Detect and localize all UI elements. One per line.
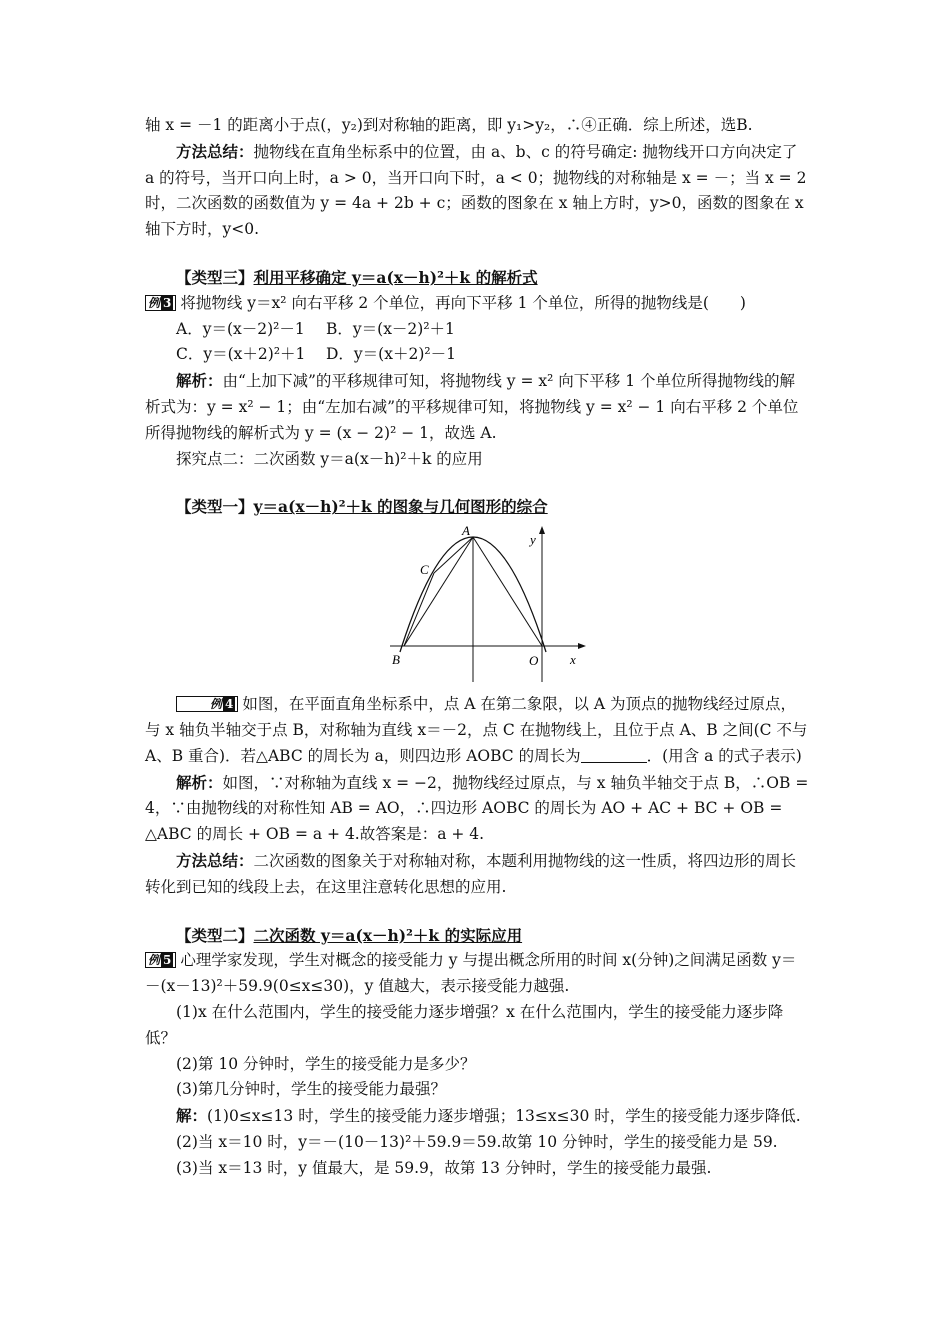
analysis-text: 由“上加下减”的平移规律可知，将抛物线 y = x² 向下平移 1 个单位所得抛物线的解析式为：y = x² − 1；由“左加右减”的平移规律可知，将抛物线 y = x² − 1 向右平移 2 个单位所得抛物线的解析式为 y = (x − 2)² − 1，故选 A. <box>145 372 799 442</box>
option-d: D．y＝(x＋2)²－1 <box>326 345 456 364</box>
heading-type-1 <box>176 494 810 520</box>
example-text-end: ．(用含 a 的式子表示) <box>646 746 802 765</box>
example-text: 如图，在平面直角坐标系中，点 A 在第二象限，以 A 为顶点的抛物线经过原点，与 x 轴负半轴交于点 B，对称轴为直线 x＝－2，点 C 在抛物线上，且位于点 A、B 之间(C 不与 A、B 重合)．若△ABC 的周长为 a，则四边形 AOBC 的周长为 <box>145 695 808 765</box>
analysis-3 <box>145 368 810 446</box>
example-5 <box>145 948 810 1000</box>
question-1: (1)x 在什么范围内，学生的接受能力逐步增强？x 在什么范围内，学生的接受能力逐步降低？ <box>145 1002 784 1047</box>
line-continuation: 轴 x = －1 的距离小于点(，y₂)到对称轴的距离，即 y₁>y₂，∴④正确．综上所述，选B. <box>145 116 753 134</box>
solution-text: (1)0≤x≤13 时，学生的接受能力逐步增强；13≤x≤30 时，学生的接受能力逐步降低. <box>207 1107 801 1126</box>
method-text: 二次函数的图象关于对称轴对称，本题利用抛物线的这一性质，将四边形的周长转化到已知的线段上去，在这里注意转化思想的应用. <box>145 851 797 896</box>
method-summary-4 <box>145 848 810 901</box>
example-text: 将抛物线 y＝x² 向右平移 2 个单位，再向下平移 1 个单位，所得的抛物线是( ) <box>180 293 746 312</box>
heading-title: 二次函数 y＝a(x－h)²＋k 的实际应用 <box>253 925 523 945</box>
y-axis-arrow <box>539 526 545 534</box>
heading-type-3 <box>176 265 810 291</box>
answer-blank <box>581 748 647 763</box>
heading-title: 利用平移确定 y＝a(x－h)²＋k 的解析式 <box>253 267 538 287</box>
example-badge: 例 5 <box>145 952 176 968</box>
option-b: B．y＝(x－2)²＋1 <box>326 319 455 338</box>
x-axis-arrow <box>578 643 586 649</box>
method-label: 方法总结： <box>176 141 254 161</box>
segment-ab <box>404 537 473 646</box>
example-3 <box>145 291 810 317</box>
analysis-label: 解析： <box>176 371 223 391</box>
label-o: O <box>529 653 539 669</box>
example-text: 心理学家发现，学生对概念的接受能力 y 与提出概念所用的时间 x(分钟)之间满足函数 y＝－(x－13)²＋59.9(0≤x≤30)，y 值越大，表示接受能力越强. <box>145 951 797 996</box>
label-y: y <box>530 532 536 548</box>
analysis-text: 如图，∵对称轴为直线 x = −2，抛物线经过原点，与 x 轴负半轴交于点 B，∴OB = 4，∵由抛物线的对称性知 AB = AO，∴四边形 AOBC 的周长为 AO + AC + BC + OB = △ABC 的周长 + OB = a + 4.故答案是：a + 4. <box>145 773 809 844</box>
method-text: 抛物线在直角坐标系中的位置，由 a、b、c 的符号确定: 抛物线开口方向决定了 a 的符号，当开口向上时，a > 0，当开口向下时，a < 0；抛物线的对称轴是 x = －；当 x = 2 时，二次函数的函数值为 y = 4a + 2b + c；函数的图象在 x 轴上方时，y>0，函数的图象在 x 轴下方时，y<0. <box>145 142 807 239</box>
option-c: C．y＝(x＋2)²＋1 <box>176 345 306 364</box>
option-a: A．y＝(x－2)²－1 <box>176 319 305 338</box>
example-badge: 例 3 <box>145 295 176 311</box>
label-x: x <box>570 652 576 668</box>
solution-2: (2)当 x＝10 时，y＝－(10－13)²＋59.9＝59.故第 10 分钟时，学生的接受能力是 59. <box>176 1132 778 1151</box>
parabola-figure <box>145 524 810 684</box>
label-b: B <box>392 652 400 668</box>
example-4 <box>145 692 810 769</box>
segment-bc <box>404 573 434 646</box>
solution-1 <box>145 1103 810 1130</box>
heading-bracket: 【类型二】 <box>176 925 254 945</box>
solution-label: 解： <box>176 1106 208 1126</box>
method-label: 方法总结： <box>176 850 254 870</box>
heading-bracket: 【类型一】 <box>176 497 254 517</box>
heading-title: y＝a(x－h)²＋k 的图象与几何图形的综合 <box>253 497 548 517</box>
analysis-label: 解析： <box>176 772 223 792</box>
method-summary-1 <box>145 139 810 243</box>
options-row-2 <box>176 342 810 368</box>
label-a: A <box>462 524 470 539</box>
segment-ao <box>473 537 542 646</box>
parabola-diagram <box>390 524 590 682</box>
options-row-1 <box>176 317 810 343</box>
explore-point-2: 探究点二：二次函数 y＝a(x－h)²＋k 的应用 <box>176 449 483 468</box>
question-2: (2)第 10 分钟时，学生的接受能力是多少？ <box>176 1054 476 1073</box>
heading-type-2 <box>176 923 810 949</box>
solution-3: (3)当 x＝13 时，y 值最大，是 59.9，故第 13 分钟时，学生的接受能力最强. <box>176 1158 712 1177</box>
content <box>145 113 810 1182</box>
analysis-4 <box>145 770 810 848</box>
heading-bracket: 【类型三】 <box>176 267 254 287</box>
example-badge: 例 4 <box>176 696 238 712</box>
label-c: C <box>420 562 429 578</box>
question-3: (3)第几分钟时，学生的接受能力最强？ <box>176 1080 446 1099</box>
